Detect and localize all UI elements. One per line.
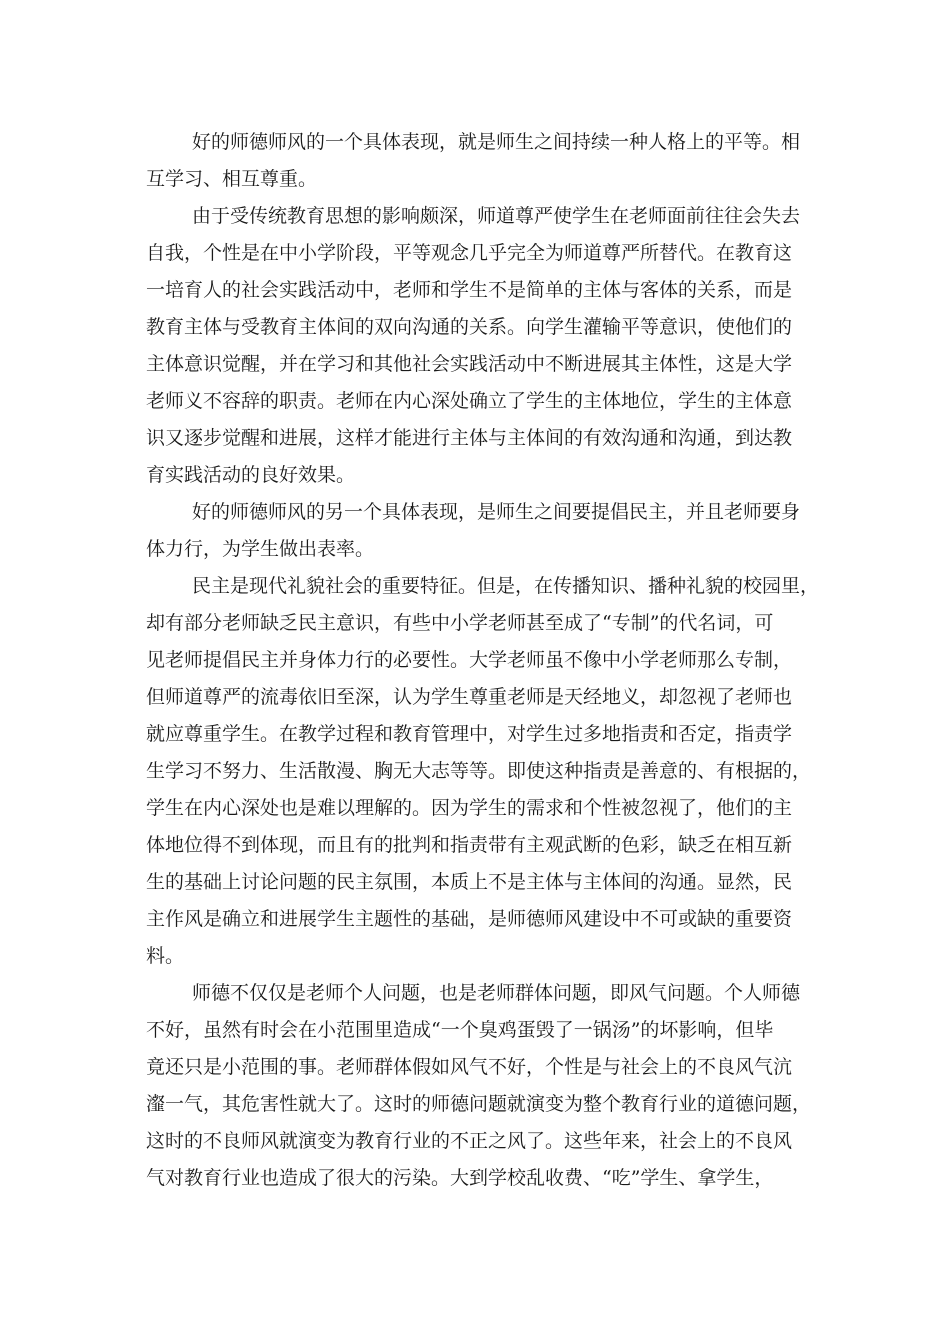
text-line: 生的基础上讨论问题的民主氛围，本质上不是主体与主体间的沟通。显然，民 <box>146 871 793 893</box>
paragraph-4 <box>146 568 820 975</box>
text-line: 体地位得不到体现，而且有的批判和指责带有主观武断的色彩，缺乏在相互新 <box>146 834 793 856</box>
text-line: 瀣一气，其危害性就大了。这时的师德问题就演变为整个教育行业的道德问题， <box>146 1093 812 1115</box>
paragraph-5 <box>146 975 816 1197</box>
text-line: 一培育人的社会实践活动中，老师和学生不是简单的主体与客体的关系，而是 <box>146 279 793 301</box>
text-line: 识又逐步觉醒和进展，这样才能进行主体与主体间的有效沟通和沟通，到达教 <box>146 427 793 449</box>
text-line: 主作风是确立和进展学生主题性的基础，是师德师风建设中不可或缺的重要资 <box>146 908 793 930</box>
text-line: 老师义不容辞的职责。老师在内心深处确立了学生的主体地位，学生的主体意 <box>146 390 793 412</box>
text-line: 不好，虽然有时会在小范围里造成“一个臭鸡蛋毁了一锅汤”的坏影响，但毕 <box>146 1019 774 1041</box>
text-line: 气对教育行业也造成了很大的污染。大到学校乱收费、“吃”学生、拿学生， <box>146 1167 774 1189</box>
text-line: 这时的不良师风就演变为教育行业的不正之风了。这些年来，社会上的不良风 <box>146 1130 793 1152</box>
text-line: 由于受传统教育思想的影响颇深，师道尊严使学生在老师面前往往会失去 <box>192 205 801 227</box>
text-line: 主体意识觉醒，并在学习和其他社会实践活动中不断进展其主体性，这是大学 <box>146 353 793 375</box>
paragraph-3 <box>146 494 816 568</box>
text-line: 料。 <box>146 945 185 967</box>
text-line: 育实践活动的良好效果。 <box>146 464 356 486</box>
text-line: 见老师提倡民主并身体力行的必要性。大学老师虽不像中小学老师那么专制， <box>146 649 793 671</box>
text-line: 师德不仅仅是老师个人问题，也是老师群体问题，即风气问题。个人师德 <box>192 982 801 1004</box>
text-line: 却有部分老师缺乏民主意识，有些中小学老师甚至成了“专制”的代名词，可 <box>146 612 774 634</box>
text-line: 互学习、相互尊重。 <box>146 168 318 190</box>
text-line: 教育主体与受教育主体间的双向沟通的关系。向学生灌输平等意识，使他们的 <box>146 316 793 338</box>
text-line: 学生在内心深处也是难以理解的。因为学生的需求和个性被忽视了，他们的主 <box>146 797 793 819</box>
paragraph-1 <box>146 124 816 198</box>
paragraph-2 <box>146 198 816 494</box>
text-line: 竟还只是小范围的事。老师群体假如风气不好，个性是与社会上的不良风气沆 <box>146 1056 793 1078</box>
text-line: 但师道尊严的流毒依旧至深，认为学生尊重老师是天经地义，却忽视了老师也 <box>146 686 793 708</box>
body-text <box>146 124 820 1197</box>
text-line: 民主是现代礼貌社会的重要特征。但是，在传播知识、播种礼貌的校园里， <box>192 575 820 597</box>
text-line: 生学习不努力、生活散漫、胸无大志等等。即使这种指责是善意的、有根据的， <box>146 760 812 782</box>
text-line: 体力行，为学生做出表率。 <box>146 538 375 560</box>
text-line: 自我，个性是在中小学阶段，平等观念几乎完全为师道尊严所替代。在教育这 <box>146 242 793 264</box>
text-line: 就应尊重学生。在教学过程和教育管理中，对学生过多地指责和否定，指责学 <box>146 723 793 745</box>
text-line: 好的师德师风的一个具体表现，就是师生之间持续一种人格上的平等。相 <box>192 131 801 153</box>
text-line: 好的师德师风的另一个具体表现，是师生之间要提倡民主，并且老师要身 <box>192 501 801 523</box>
